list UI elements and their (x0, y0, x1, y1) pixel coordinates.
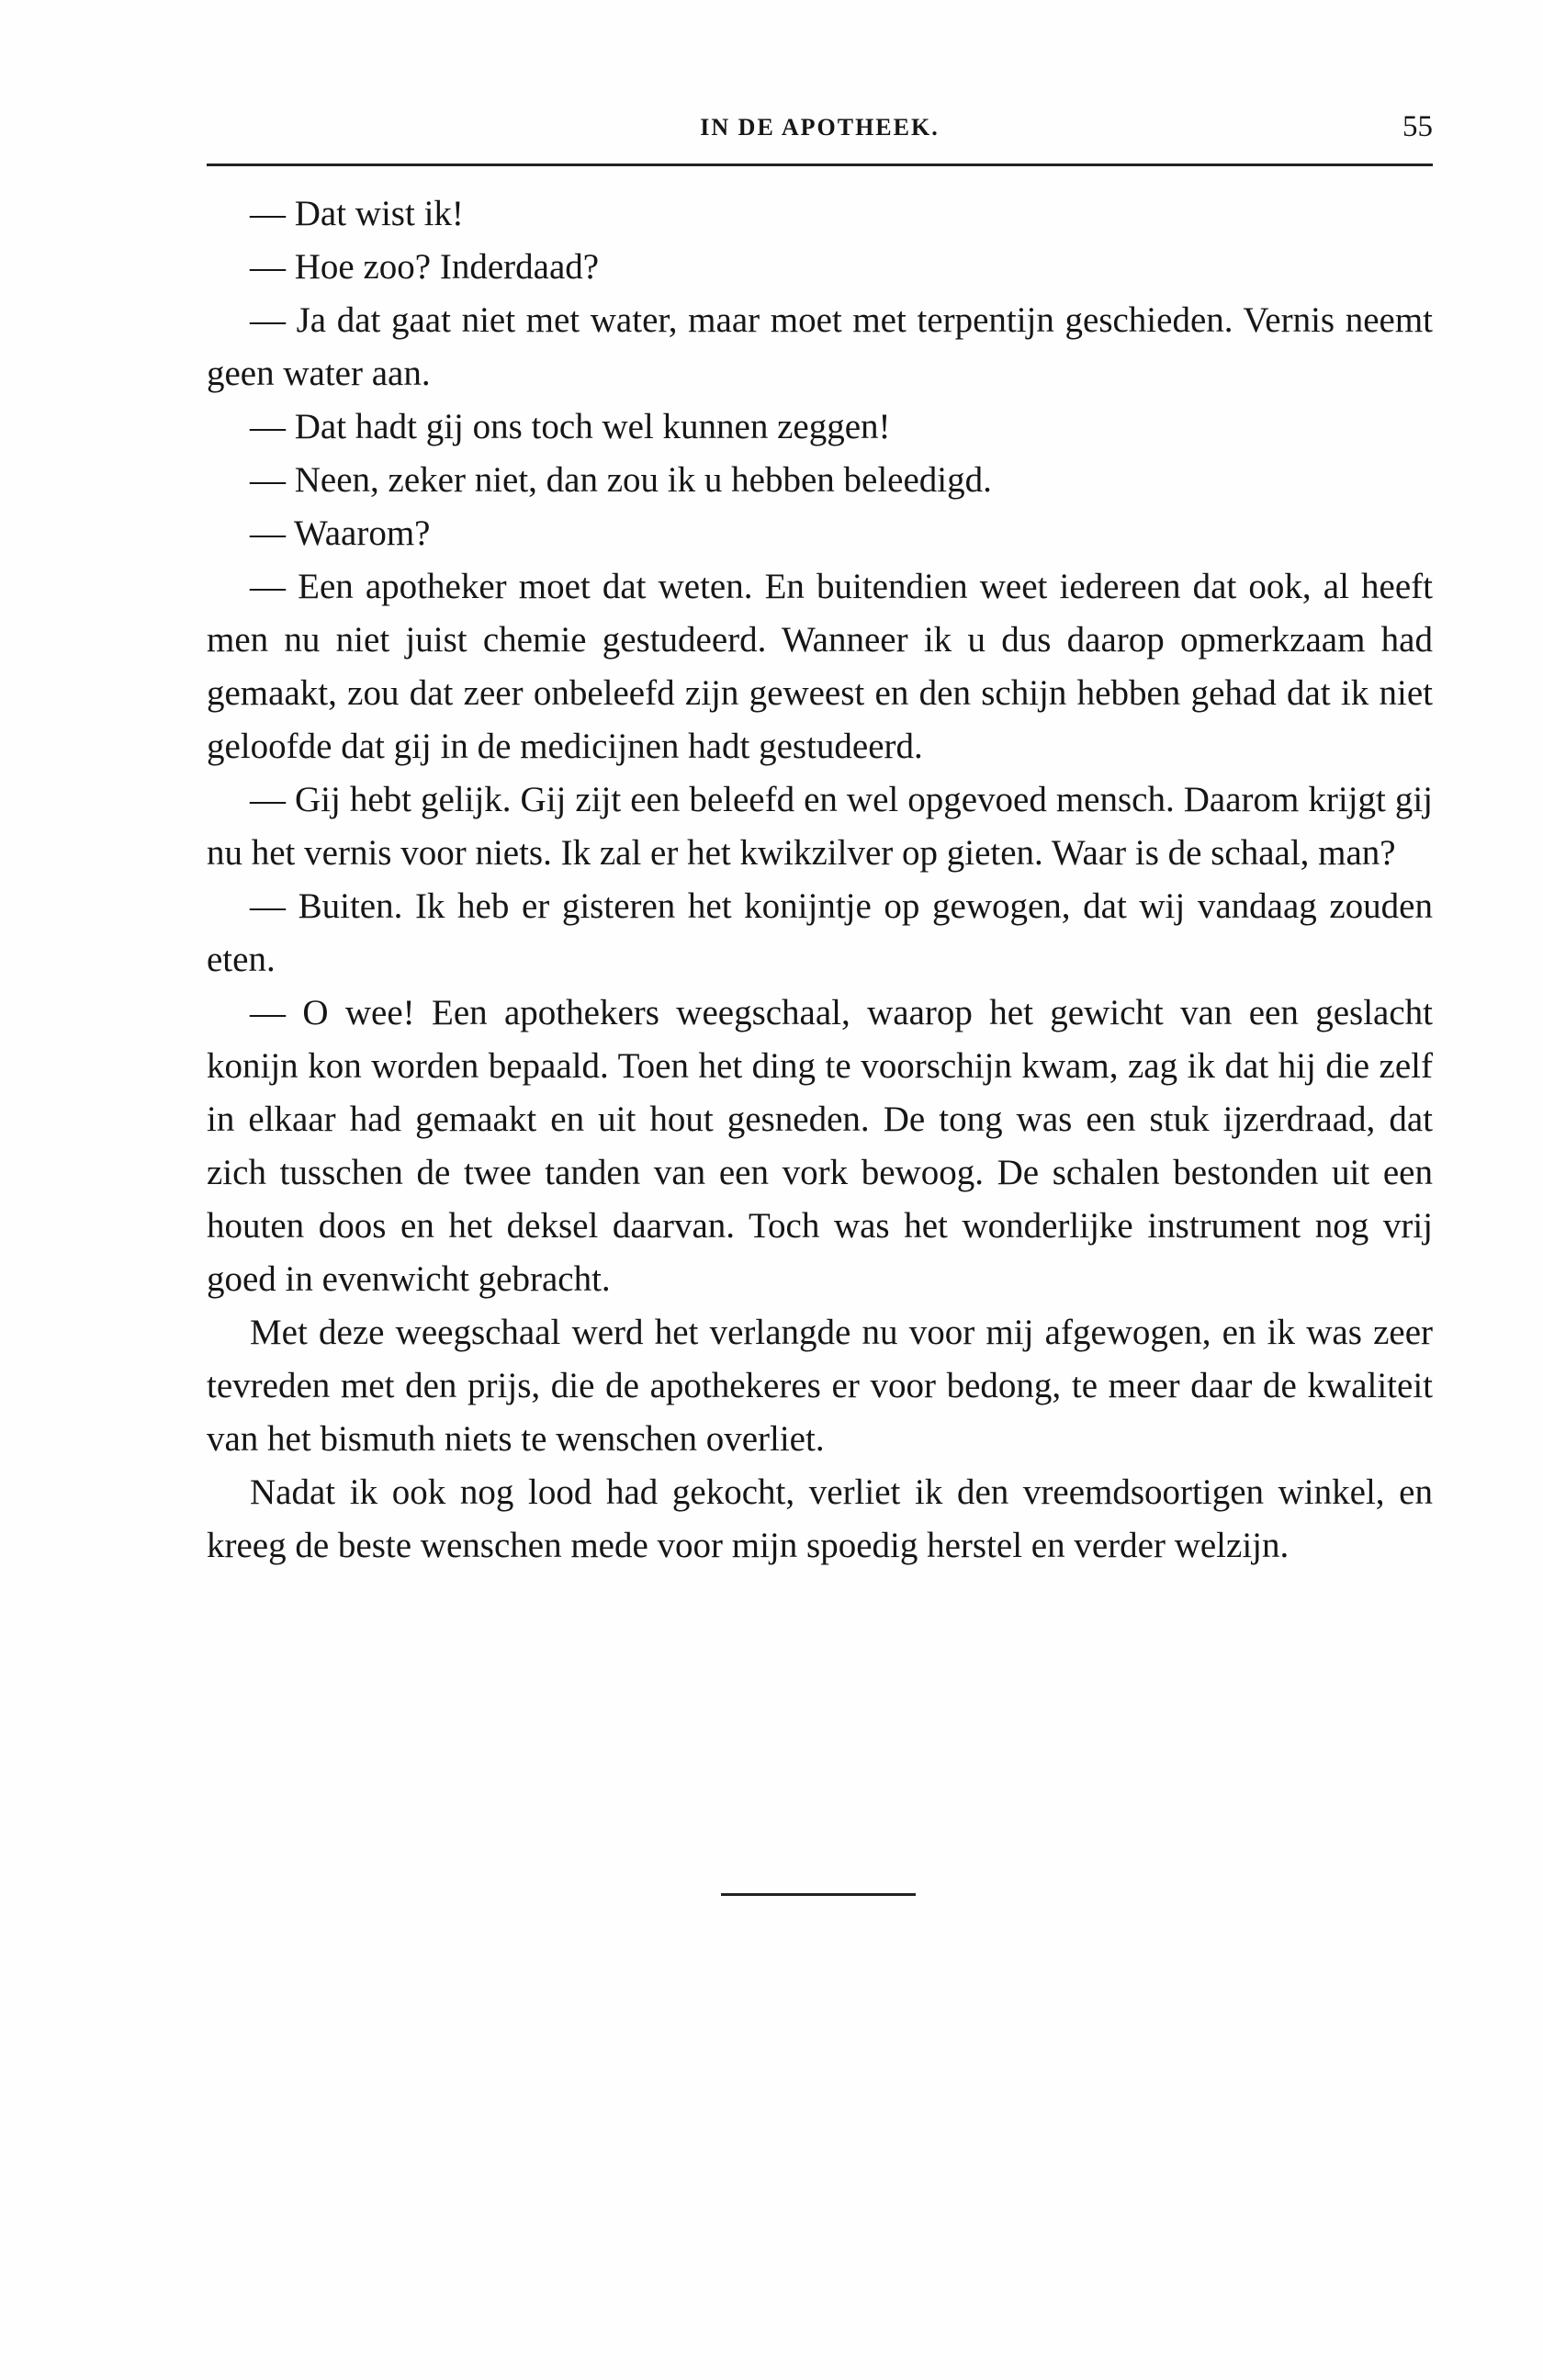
running-head (207, 110, 1433, 165)
paragraph: — Waarom? (250, 513, 431, 553)
section-end-rule (721, 1893, 916, 1896)
paragraph: — O wee! Een apothekers weegschaal, waarop het gewicht van een geslacht konijn kon worden bepaald. Toen het ding te voorschijn kwam, zag ik dat hij die zelf in elkaar had gemaakt en uit hout gesneden. De tong was een stuk ijzerdraad, dat zich tusschen de twee tanden van een vork bewoog. De schalen bestonden uit een houten doos en het deksel daarvan. Toch was het wonderlijke instrument nog vrij goed in evenwicht gebracht. (207, 993, 1433, 1299)
paragraph: Nadat ik ook nog lood had gekocht, verliet ik den vreemdsoortigen winkel, en kreeg de beste wenschen mede voor mijn spoedig herstel en verder welzijn. (207, 1472, 1433, 1565)
running-title: IN DE APOTHEEK. (700, 114, 940, 141)
header-rule (207, 164, 1433, 166)
paragraph: — Dat wist ik! (250, 194, 464, 233)
paragraph: — Buiten. Ik heb er gisteren het konijntje op gewogen, dat wij vandaag zouden eten. (207, 886, 1433, 979)
paragraph: — Ja dat gaat niet met water, maar moet met terpentijn geschieden. Vernis neemt geen water aan. (207, 300, 1433, 393)
paragraph: — Neen, zeker niet, dan zou ik u hebben beleedigd. (250, 460, 992, 500)
page-number: 55 (1402, 110, 1433, 143)
paragraph: — Gij hebt gelijk. Gij zijt een beleefd en wel opgevoed mensch. Daarom krijgt gij nu het vernis voor niets. Ik zal er het kwikzilver op gieten. Waar is de schaal, man? (207, 780, 1433, 873)
paragraph: Met deze weegschaal werd het verlangde nu voor mij afgewogen, en ik was zeer tevreden met den prijs, die de apothekeres er voor bedong, te meer daar de kwaliteit van het bismuth niets te wenschen overliet. (207, 1313, 1433, 1459)
paragraph: — Dat hadt gij ons toch wel kunnen zeggen! (250, 407, 891, 446)
paragraph: — Hoe zoo? Inderdaad? (250, 247, 600, 287)
paragraph: — Een apotheker moet dat weten. En buitendien weet iedereen dat ook, al heeft men nu niet juist chemie gestudeerd. Wanneer ik u dus daarop opmerkzaam had gemaakt, zou dat zeer onbeleefd zijn geweest en den schijn hebben gehad dat ik niet geloofde dat gij in de medicijnen hadt gestudeerd. (207, 567, 1433, 766)
body-text (207, 187, 1433, 1573)
